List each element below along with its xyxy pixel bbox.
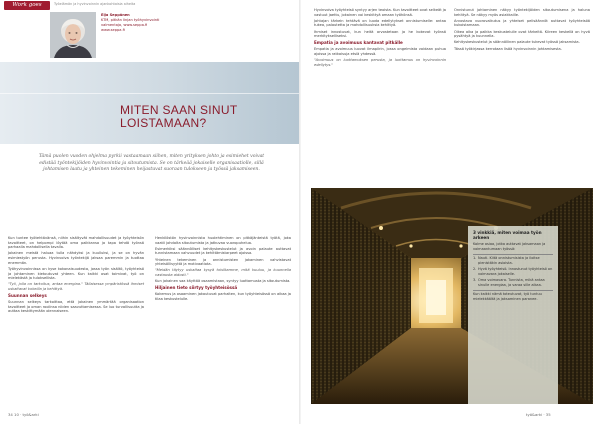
author-company: valmentaja, www.seppa.fi: [101, 23, 148, 27]
body-paragraph: Esimerkiksi säännölliset kehityskeskustelut ja avoin palaute auttavat tunnistamaan vahvuudet ja kehittämistarpeet ajoissa.: [155, 246, 291, 256]
author-title: KTM, pitkän linjan työhyvinvointi: [101, 18, 160, 22]
body-paragraph: Työhyvinvoinnissa on kyse kokonaisuudesta, jossa työn sisältö, työyhteisö ja johtaminen kietoutuvat yhteen. Kun kaikki osat toimivat, työ on mielekästä ja tuloksellista.: [8, 266, 144, 281]
body-paragraph: Empatia ja avoimuus luovat ilmapiirin, jossa ongelmista voidaan puhua ajoissa ja ratkaisuja etsiä yhdessä.: [314, 47, 446, 56]
lead-paragraph: Tämä puolen vuoden ohjelma pyrkii vastaamaan siihen, miten yrityksen johto ja esimiehet voivat edistää työntekijöiden hyvinvointia ja sitoutumista. Se on tärkeää jokaiselle organisaatiolle, sillä johtamisen laatu ja yhteinen tekeminen heijastuvat suoraan tulokseen ja työssä jaksamiseen.: [38, 154, 265, 173]
factbox-divider: [473, 290, 553, 291]
body-paragraph: Kun tuntee työtehtävänsä, niihin sisältyvät mahdollisuudet ja työyhteisön tavoitteet, on helpompi löytää oma paikkansa ja tapa tehdä työnsä parhaalla mahdollisella tavalla.: [8, 236, 144, 250]
list-number: 1.: [473, 256, 477, 261]
body-paragraph: Tässä työkirjassa kerrotaan lisää hyvinvoinnin johtamisesta.: [454, 46, 562, 51]
tips-factbox: [468, 226, 558, 404]
left-column-1: [8, 236, 144, 315]
body-paragraph: Yhteinen tekeminen ja onnistumisten jakaminen vahvistavat yhteisöllisyyttä ja motivaatiota.: [155, 257, 291, 267]
body-paragraph: Onnistunut johtaminen näkyy työntekijöiden sitoutumisena ja haluna kehittyä. Se näkyy myös asiakkaille.: [454, 8, 590, 17]
left-folio: 34 10 · työ&arki: [8, 412, 39, 417]
page-title: [120, 104, 295, 130]
running-header: Työelämän ja hyvinvoinnin ajankohtaisia aiheita: [54, 2, 136, 6]
body-paragraph: Arvostava vuorovaikutus ja yhteiset pelisäännöt auttavat työyhteisöä kukoistamaan.: [454, 18, 590, 28]
body-paragraph: Suunnan selkeys tarkoittaa, että jokainen ymmärtää organisaation tavoitteet ja oman roolinsa niiden saavuttamisessa. Se luo turvallisuutta ja auttaa keskittymään olennaiseen.: [8, 299, 144, 314]
portrait-photo-icon: [50, 12, 96, 58]
brand-tag: Work goes: [4, 1, 50, 10]
factbox-title: 3 vinkkiä, miten voimaa työn arkeen: [473, 230, 542, 241]
list-number: 3.: [473, 278, 477, 283]
headline-line-2: LOISTAMAAN?: [120, 116, 207, 130]
headline-line-1: MITEN SAAN SINUT: [120, 103, 238, 117]
body-paragraph: Kun jokainen saa käyttää osaamistaan, syntyy luottamusta ja sitoutumista.: [155, 279, 291, 284]
author-name: Eija Seppänen: [101, 13, 130, 17]
spine-gutter: [299, 0, 301, 424]
list-text: Oma voimavara. Tunnista, mikä antaa sinulle energiaa, ja varaa sille aikaa.: [478, 278, 545, 288]
body-paragraph: Kehityskeskustelut ja säännöllinen palaute tukevat työssä jaksamista.: [454, 40, 580, 45]
list-item: [473, 278, 553, 287]
author-portrait: [50, 12, 96, 58]
list-item: [473, 267, 553, 276]
factbox-divider: [473, 254, 553, 255]
left-page-header: [0, 0, 299, 10]
body-paragraph: Hyvinvoiva työyhteisö syntyy arjen teoista. Kun tavoitteet ovat selkeät ja vastuut jaettu, jokainen voi keskittyä omaan työhönsä.: [314, 8, 446, 17]
left-column-2: [155, 236, 291, 303]
tips-list: [473, 256, 553, 288]
list-text: Nauti. Kiitä onnistumisista ja iloitse pienistäkin asioista.: [478, 256, 540, 265]
list-item: [473, 256, 553, 265]
right-folio: työ&arki · 35: [526, 412, 551, 417]
author-byline: [101, 13, 201, 33]
body-paragraph: Henkilöstön hyvinvoinnista huolehtiminen on pitkäjänteistä työtä, joka vaatii johdolta sitoutumista ja jatkuvaa vuoropuhelua.: [155, 236, 291, 245]
subhead: Suunnan selkeys: [8, 292, 47, 298]
right-column-2: [454, 8, 590, 53]
body-quote: "Meidän täytyy uskaltaa kysyä toisiltamme, mitä kuuluu, ja kuunnella vastausta aidosti.": [155, 268, 291, 278]
body-paragraph: Oikea aika ja paikka keskustelulle ovat tärkeitä. Kiireen keskellä on hyvä pysähtyä ja kuunnella.: [454, 29, 590, 39]
body-quote: "Työ, jolla on tarkoitus, antaa energiaa." Tällaisessa ympäristössä ihmiset uskaltavat kokeilla ja kehittyä.: [8, 282, 144, 292]
body-paragraph: Kokemus ja osaaminen jakautuvat parhaiten, kun työyhteisössä on aikaa ja tilaa keskustelulle.: [155, 292, 291, 301]
body-paragraph: Jokainen meistä haluaa tulla nähdyksi ja kuulluksi, ja se on hyvän esimiestyön perusta. Hyvinvoiva työntekijä jaksaa paremmin ja tuottaa enemmän.: [8, 251, 144, 265]
factbox-intro: Kolme asiaa, jotka auttavat jaksamaan ja voimaantumaan työssä:: [473, 242, 546, 251]
author-web[interactable]: www.seppa.fi: [101, 28, 125, 32]
body-paragraph: Ihmiset innostuvat, kun heitä arvostetaan ja he kokevat työnsä merkitykselliseksi.: [314, 29, 446, 39]
body-quote: "Avoimuus on luottamuksen perusta, ja luottamus on hyvinvoinnin edellytys.": [314, 57, 446, 67]
band-divider: [0, 93, 299, 94]
list-text: Hyvä työyhteisö. Innostunut työyhteisö on voimavara jokaiselle.: [478, 267, 553, 276]
right-column-1: [314, 8, 446, 69]
subhead: Hiljainen tieto siirtyy työyhteisössä: [155, 284, 238, 290]
list-number: 2.: [473, 267, 477, 272]
body-paragraph: Johtajan tärkein tehtävä on luoda edellytykset onnistumiselle: antaa tukea, palautetta ja mahdollisuuksia kehittyä.: [314, 18, 446, 28]
subhead: Empatia ja avoimuus kantavat pitkälle: [314, 39, 403, 45]
factbox-footer: Kun kaikki nämä toteutuvat, työ tuntuu mielekkäältä ja jaksaminen paranee.: [473, 292, 542, 301]
